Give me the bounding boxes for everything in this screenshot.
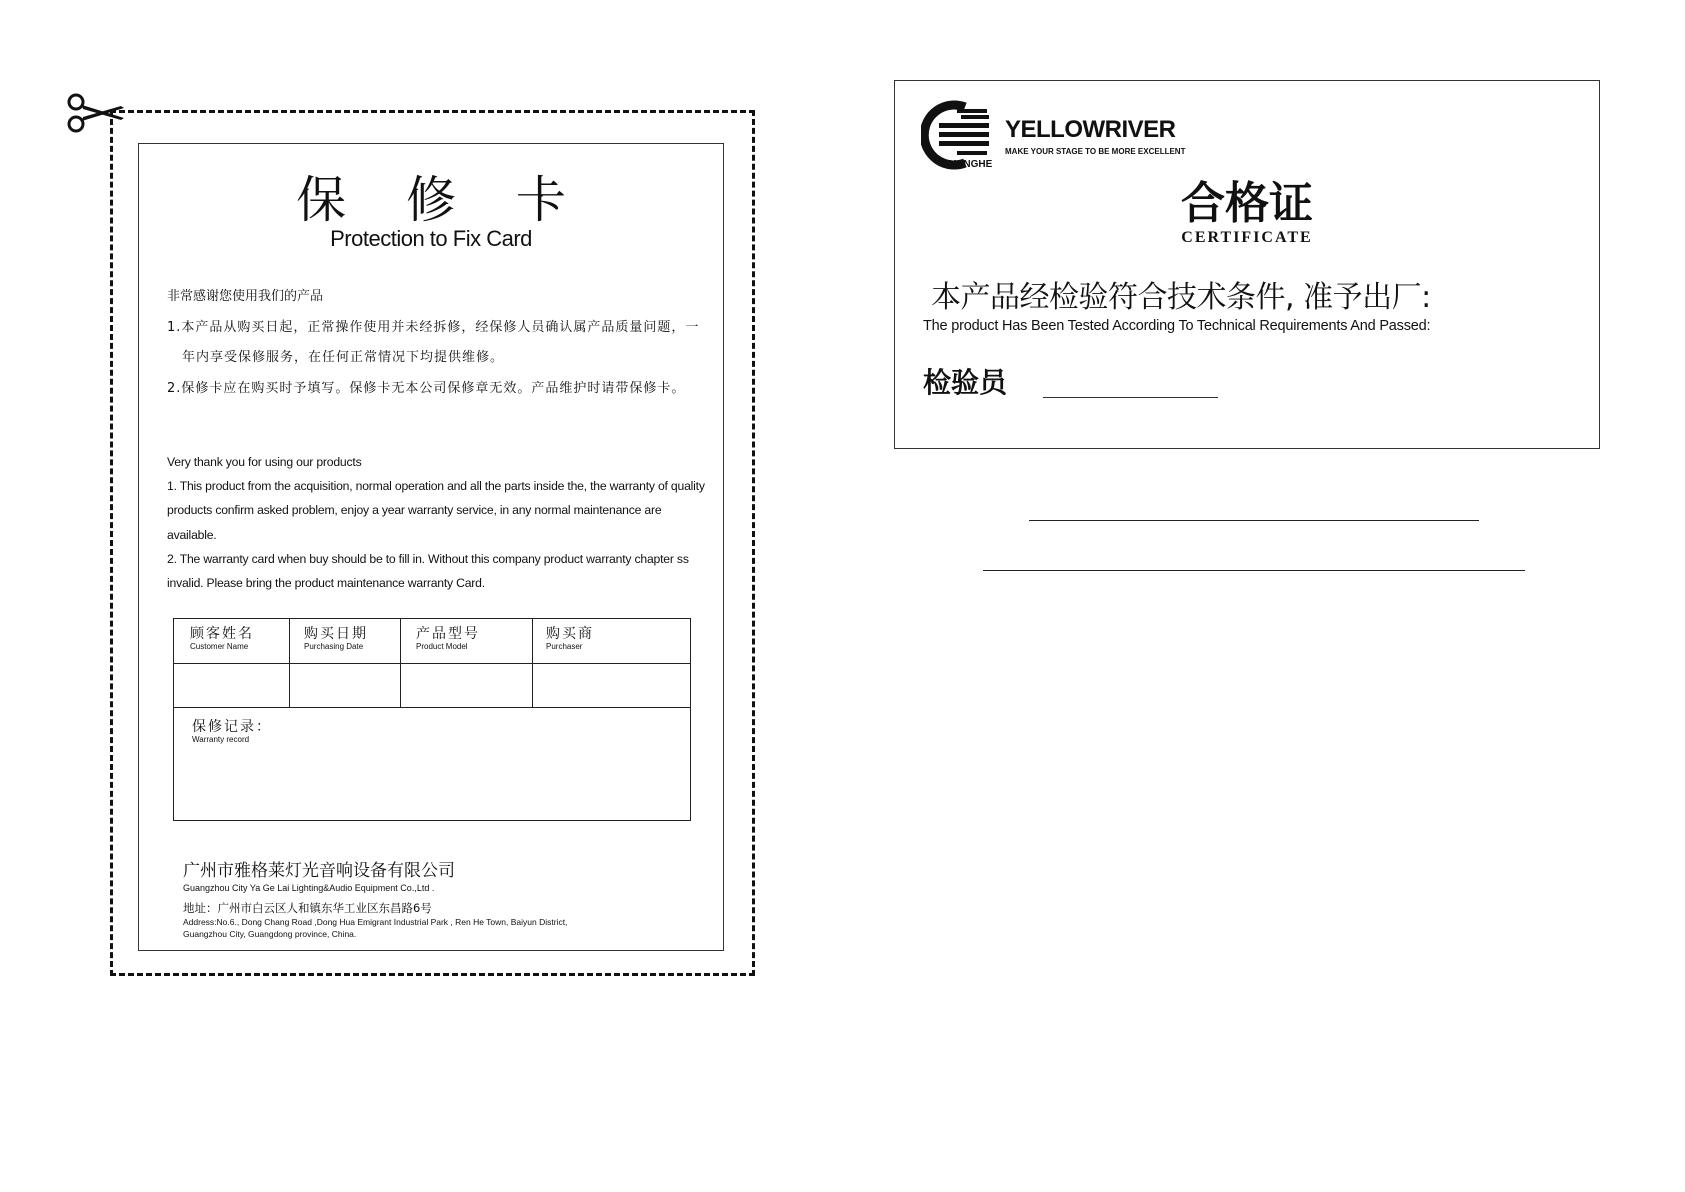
warranty-info-table [173,618,691,821]
brand-name: YELLOWRIVER [1005,116,1176,143]
header-purchasing-date: 购买日期 Purchasing Date [304,626,368,651]
inspector-signature-line [1043,397,1218,398]
terms-item-cn: 1.本产品从购买日起，正常操作使用并未经拆修，经保修人员确认属产品质量问题，一年内享受保修服务，在任何正常情况下均提供维修。 [167,319,700,365]
inspector-label: 检验员 [923,366,1008,399]
header-customer-name: 顾客姓名 Customer Name [190,626,254,651]
terms-item-en: 1. This product from the acquisition, normal operation and all the parts inside the, the warranty of quality products confirm asked problem, enjoy a year warranty service, in any normal maintenance are available. [167,479,705,542]
company-info [183,860,567,940]
brand-slogan: MAKE YOUR STAGE TO BE MORE EXCELLENT [1005,147,1186,156]
header-purchaser: 购买商 Purchaser [546,626,594,651]
blank-line [983,570,1525,571]
company-address-en: Address:No.6., Dong Chang Road ,Dong Hua Emigrant Industrial Park , Ren He Town, Baiyun District, [183,917,568,927]
warranty-record: 保修记录： Warranty record [192,719,272,744]
huanghe-logo [921,99,995,171]
statement-cn: 本产品经检验符合技术条件, 准予出厂: [931,280,1431,315]
svg-text:HUANGHE: HUANGHE [941,159,993,170]
terms-english [167,450,707,595]
warranty-card [138,143,724,951]
terms-item-cn: 2.保修卡应在购买时予填写。保修卡无本公司保修章无效。产品维护时请带保修卡。 [167,380,686,396]
certificate-card [894,80,1600,449]
certificate-title: 合格证 [1181,178,1313,229]
blank-line [1029,520,1479,521]
terms-intro-en: Very thank you for using our products [167,455,362,469]
company-address-en: Guangzhou City, Guangdong province, China. [183,929,357,939]
header-product-model: 产品型号 Product Model [416,626,480,651]
terms-intro-cn: 非常感谢您使用我们的产品 [167,289,324,304]
company-name-cn: 广州市雅格莱灯光音响设备有限公司 [183,861,455,881]
statement-en: The product Has Been Tested According To Technical Requirements And Passed: [923,318,1431,334]
terms-chinese [167,282,707,404]
warranty-card-title: 保 修 卡 [296,171,588,229]
company-name-en: Guangzhou City Ya Ge Lai Lighting&Audio Equipment Co.,Ltd . [183,883,435,893]
warranty-card-subtitle: Protection to Fix Card [330,226,532,251]
certificate-subtitle: CERTIFICATE [1181,229,1313,246]
terms-item-en: 2. The warranty card when buy should be to fill in. Without this company product warranty chapter ss invalid. Please bring the product maintenance warranty Card. [167,551,689,591]
company-address-cn: 地址：广州市白云区人和镇东华工业区东昌路6号 [183,901,432,915]
